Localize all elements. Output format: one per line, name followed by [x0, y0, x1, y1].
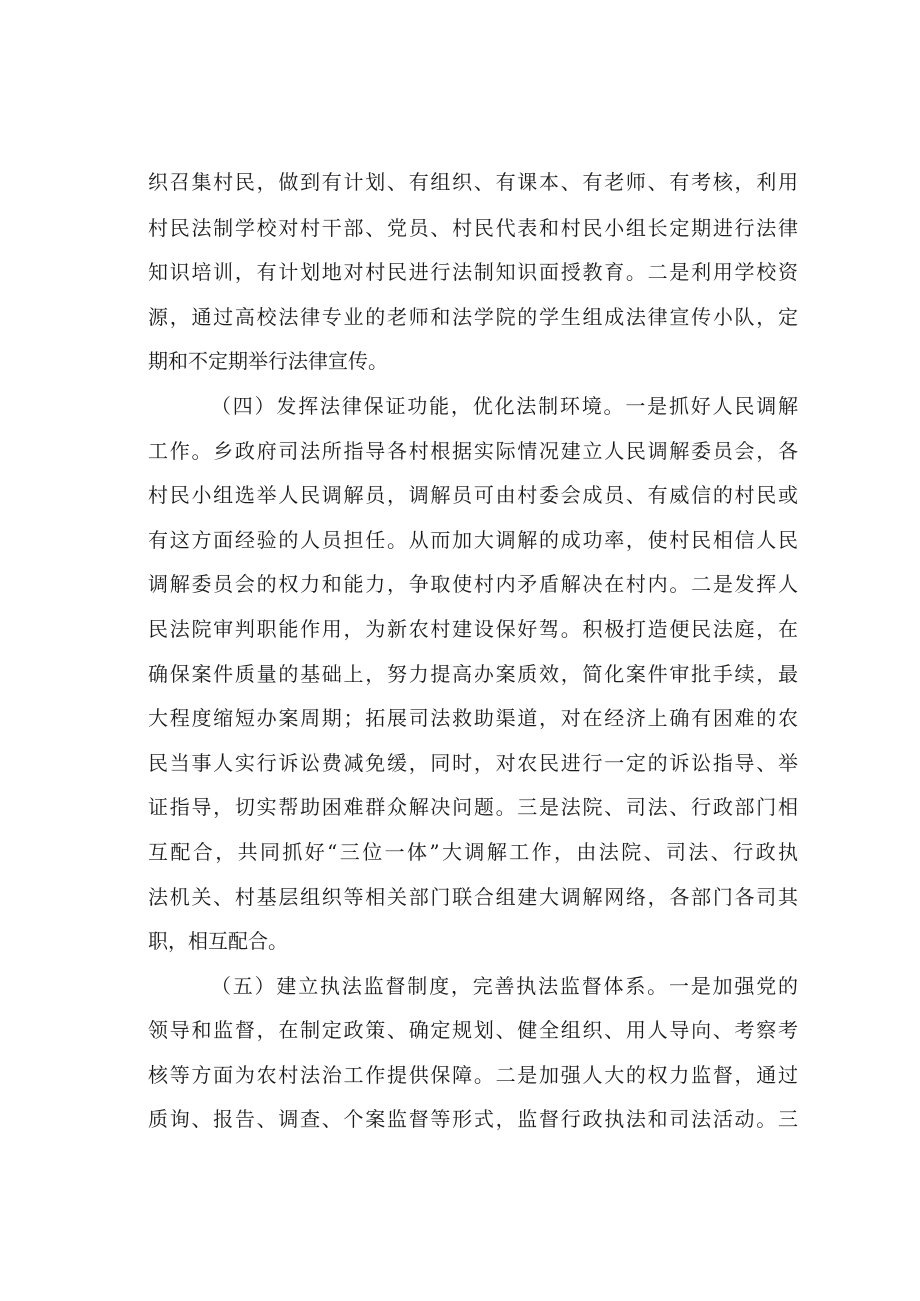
text-line: 村民小组选举人民调解员，调解员可由村委会成员、有威信的村民或 — [148, 483, 798, 507]
text-line: 有这方面经验的人员担任。从而加大调解的成功率，使村民相信人民 — [148, 528, 798, 552]
text-line: 大程度缩短办案周期；拓展司法救助渠道，对在经济上确有困难的农 — [148, 706, 798, 730]
section-heading-line: （四）发挥法律保证功能，优化法制环境。一是抓好人民调解 — [211, 394, 798, 418]
text-line: 证指导，切实帮助困难群众解决问题。三是法院、司法、行政部门相 — [148, 795, 798, 819]
text-line: 民法院审判职能作用，为新农村建设保好驾。积极打造便民法庭，在 — [148, 617, 798, 641]
text-line: 确保案件质量的基础上，努力提高办案质效，简化案件审批手续，最 — [148, 662, 798, 686]
section-heading-line: （五）建立执法监督制度，完善执法监督体系。一是加强党的 — [211, 974, 798, 998]
text-line: 工作。乡政府司法所指导各村根据实际情况建立人民调解委员会，各 — [148, 439, 798, 463]
text-line: 村民法制学校对村干部、党员、村民代表和村民小组长定期进行法律 — [148, 216, 798, 240]
text-line: 知识培训，有计划地对村民进行法制知识面授教育。二是利用学校资 — [148, 260, 798, 284]
text-line: 源，通过高校法律专业的老师和法学院的学生组成法律宣传小队，定 — [148, 305, 798, 329]
text-line: 期和不定期举行法律宣传。 — [148, 349, 388, 373]
text-line: 质询、报告、调查、个案监督等形式，监督行政执法和司法活动。三 — [148, 1107, 798, 1131]
text-line: 织召集村民，做到有计划、有组织、有课本、有老师、有考核，利用 — [148, 170, 798, 194]
text-line: 核等方面为农村法治工作提供保障。二是加强人大的权力监督，通过 — [148, 1063, 798, 1087]
text-line: 职，相互配合。 — [148, 929, 288, 953]
text-line: 民当事人实行诉讼费减免缓，同时，对农民进行一定的诉讼指导、举 — [148, 751, 798, 775]
text-line: 互配合，共同抓好“三位一体”大调解工作，由法院、司法、行政执 — [148, 840, 798, 864]
text-line: 法机关、村基层组织等相关部门联合组建大调解网络，各部门各司其 — [148, 885, 798, 909]
text-line: 调解委员会的权力和能力，争取使村内矛盾解决在村内。二是发挥人 — [148, 572, 798, 596]
text-line: 领导和监督，在制定政策、确定规划、健全组织、用人导向、考察考 — [148, 1018, 798, 1042]
